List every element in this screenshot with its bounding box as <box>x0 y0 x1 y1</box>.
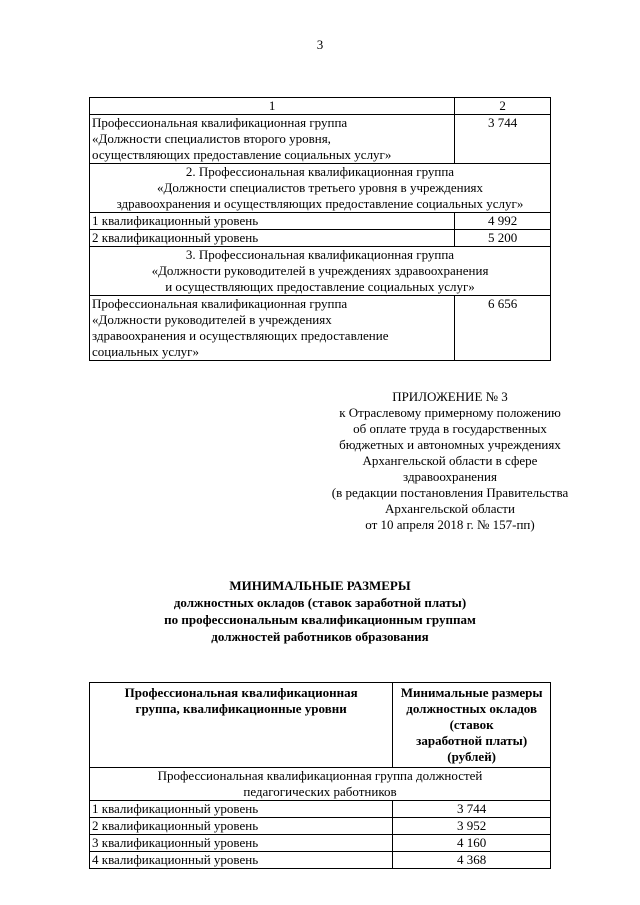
group-row <box>90 164 551 213</box>
salary-table-healthcare <box>89 97 551 361</box>
column-header-salary: Минимальные размеры должностных окладов (ставок заработной платы) (рублей) <box>393 683 551 768</box>
appendix-note: ПРИЛОЖЕНИЕ № 3 к Отраслевому примерному положению об оплате труда в государственных бюджетных и автономных учреждениях Архангельской области в сфере здравоохранения (в редакции постановления Правительства Архангельской области от 10 апреля 2018 г. № 157-пп) <box>331 389 569 532</box>
table-header-row <box>90 683 551 768</box>
table-row <box>90 852 551 869</box>
row-label: 1 квалификационный уровень <box>90 801 393 818</box>
table-row <box>90 296 551 361</box>
row-label: 2 квалификационный уровень <box>90 230 455 247</box>
row-value: 3 744 <box>393 801 551 818</box>
row-value: 4 992 <box>455 213 551 230</box>
table-row <box>90 835 551 852</box>
row-value: 4 160 <box>393 835 551 852</box>
row-value: 4 368 <box>393 852 551 869</box>
row-label: 4 квалификационный уровень <box>90 852 393 869</box>
row-value: 3 952 <box>393 818 551 835</box>
table-row <box>90 115 551 164</box>
table-row <box>90 818 551 835</box>
group-row <box>90 247 551 296</box>
row-label: Профессиональная квалификационная группа «Должности руководителей в учреждениях здравоохранения и осуществляющих предоставление социальных услуг» <box>90 296 455 361</box>
row-label: 1 квалификационный уровень <box>90 213 455 230</box>
table-row <box>90 801 551 818</box>
column-number-1: 1 <box>90 98 455 115</box>
group-title: Профессиональная квалификационная группа должностей педагогических работников <box>90 768 551 801</box>
table-row <box>90 230 551 247</box>
salary-table-education <box>89 682 551 869</box>
column-header-group: Профессиональная квалификационная группа, квалификационные уровни <box>90 683 393 768</box>
table-header-row <box>90 98 551 115</box>
table-row <box>90 213 551 230</box>
row-value: 5 200 <box>455 230 551 247</box>
row-value: 6 656 <box>455 296 551 361</box>
group-row <box>90 768 551 801</box>
row-label: 2 квалификационный уровень <box>90 818 393 835</box>
page-number: 3 <box>316 37 324 52</box>
column-number-2: 2 <box>455 98 551 115</box>
group-title: 2. Профессиональная квалификационная группа «Должности специалистов третьего уровня в учреждениях здравоохранения и осуществляющих предоставление социальных услуг» <box>90 164 551 213</box>
group-title: 3. Профессиональная квалификационная группа «Должности руководителей в учреждениях здравоохранения и осуществляющих предоставление социальных услуг» <box>90 247 551 296</box>
row-label: 3 квалификационный уровень <box>90 835 393 852</box>
row-label: Профессиональная квалификационная группа «Должности специалистов второго уровня, осуществляющих предоставление социальных услуг» <box>90 115 455 164</box>
row-value: 3 744 <box>455 115 551 164</box>
section-heading: МИНИМАЛЬНЫЕ РАЗМЕРЫ должностных окладов (ставок заработной платы) по профессиональным квалификационным группам должностей работников образования <box>164 578 476 644</box>
